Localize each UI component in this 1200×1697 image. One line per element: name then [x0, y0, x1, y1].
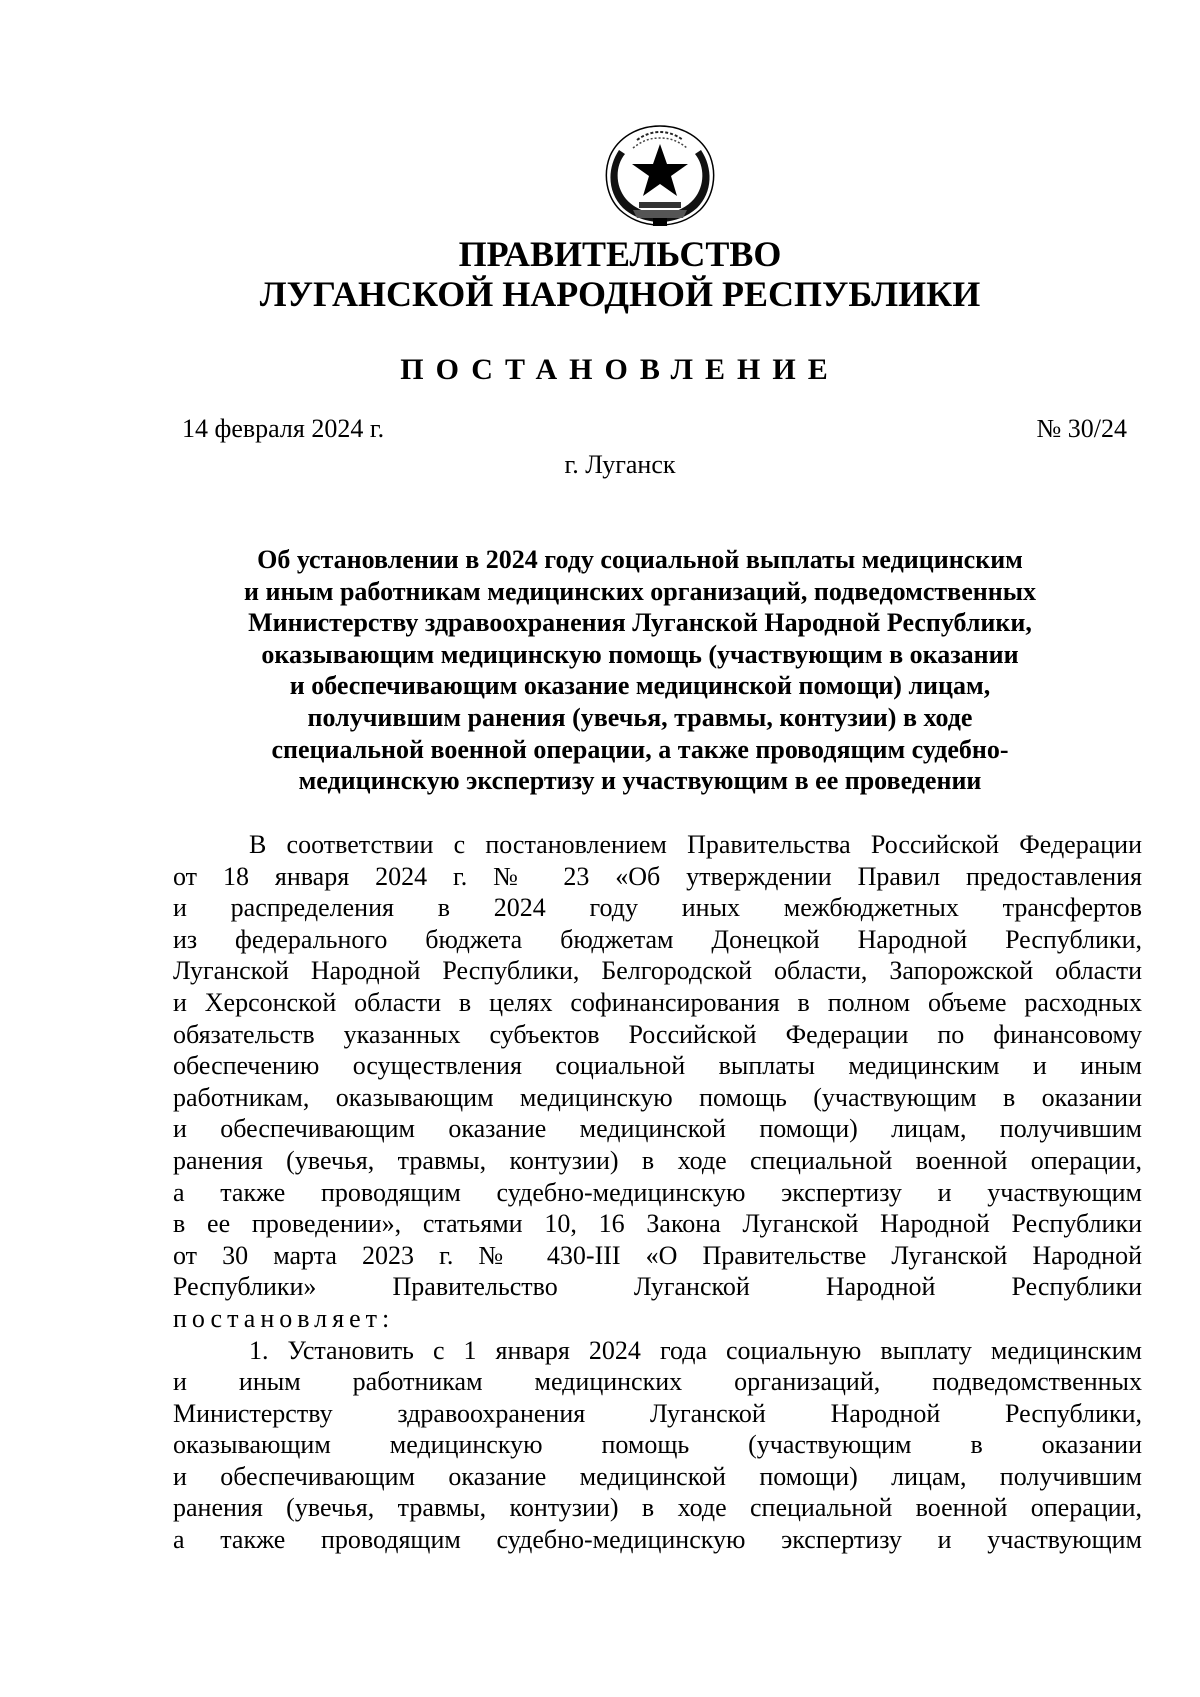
item1-line: ранения (увечья, травмы, контузии) в ходе специальной военной операции, [173, 1493, 1142, 1523]
title-line: Об установлении в 2024 году социальной выплаты медицинским [257, 545, 1023, 574]
title-line: и иным работникам медицинских организаций, подведомственных [244, 576, 1036, 606]
preamble-line: обеспечению осуществления социальной выплаты медицинским и иным [173, 1051, 1142, 1081]
item1-line: и обеспечивающим оказание медицинской помощи) лицам, получившим [173, 1461, 1142, 1491]
preamble-line: а также проводящим судебно-медицинскую экспертизу и участвующим [173, 1177, 1142, 1207]
document-type: ПОСТАНОВЛЕНИЕ [400, 353, 840, 386]
document-title [140, 544, 1140, 797]
title-line: Министерству здравоохранения Луганской Народной Республики, [248, 608, 1032, 638]
item1-line: Министерству здравоохранения Луганской Народной Республики, [173, 1398, 1142, 1428]
preamble-line: Луганской Народной Республики, Белгородской области, Запорожской области [173, 956, 1142, 986]
document-city: г. Луганск [564, 450, 676, 479]
preamble-line: и обеспечивающим оказание медицинской помощи) лицам, получившим [173, 1114, 1142, 1144]
government-title-line1: ПРАВИТЕЛЬСТВО [458, 234, 782, 274]
preamble-line: от 30 марта 2023 г. № 430-III «О Правительстве Луганской Народной [173, 1240, 1142, 1270]
title-line: специальной военной операции, а также проводящим судебно- [271, 734, 1009, 764]
lpr-coat-of-arms-icon [593, 122, 727, 228]
government-title-line2: ЛУГАНСКОЙ НАРОДНОЙ РЕСПУБЛИКИ [259, 274, 981, 314]
preamble-line: и распределения в 2024 году иных межбюджетных трансфертов [173, 893, 1142, 923]
preamble-line: и Херсонской области в целях софинансирования в полном объеме расходных [173, 987, 1142, 1017]
preamble-line: обязательств указанных субъектов Российской Федерации по финансовому [173, 1019, 1142, 1049]
preamble-line: Республики» Правительство Луганской Народной Республики [173, 1272, 1142, 1302]
resolves-word: постановляет: [173, 1303, 395, 1333]
item1-line: и иным работникам медицинских организаций, подведомственных [173, 1367, 1142, 1397]
document-body [173, 829, 1142, 1556]
preamble-line: ранения (увечья, травмы, контузии) в ходе специальной военной операции, [173, 1145, 1142, 1175]
item1-line: а также проводящим судебно-медицинскую экспертизу и участвующим [173, 1525, 1142, 1555]
item1-line: оказывающим медицинскую помощь (участвующим в оказании [173, 1430, 1142, 1460]
item1-line: 1. Установить с 1 января 2024 года социальную выплату медицинским [249, 1335, 1142, 1365]
title-line: оказывающим медицинскую помощь (участвующим в оказании [261, 639, 1019, 669]
document-number: № 30/24 [1036, 414, 1127, 443]
title-line: медицинскую экспертизу и участвующим в ее проведении [298, 766, 982, 796]
preamble-line: работникам, оказывающим медицинскую помощь (участвующим в оказании [173, 1082, 1142, 1112]
title-line: и обеспечивающим оказание медицинской помощи) лицам, [289, 671, 991, 701]
preamble-line: в ее проведении», статьями 10, 16 Закона Луганской Народной Республики [173, 1209, 1142, 1239]
preamble-line: от 18 января 2024 г. № 23 «Об утверждении Правил предоставления [173, 861, 1142, 891]
preamble-line: В соответствии с постановлением Правительства Российской Федерации [249, 830, 1142, 859]
document-date: 14 февраля 2024 г. [182, 414, 385, 443]
title-line: получившим ранения (увечья, травмы, контузии) в ходе [307, 702, 973, 732]
preamble-line: из федерального бюджета бюджетам Донецкой Народной Республики, [173, 924, 1142, 954]
